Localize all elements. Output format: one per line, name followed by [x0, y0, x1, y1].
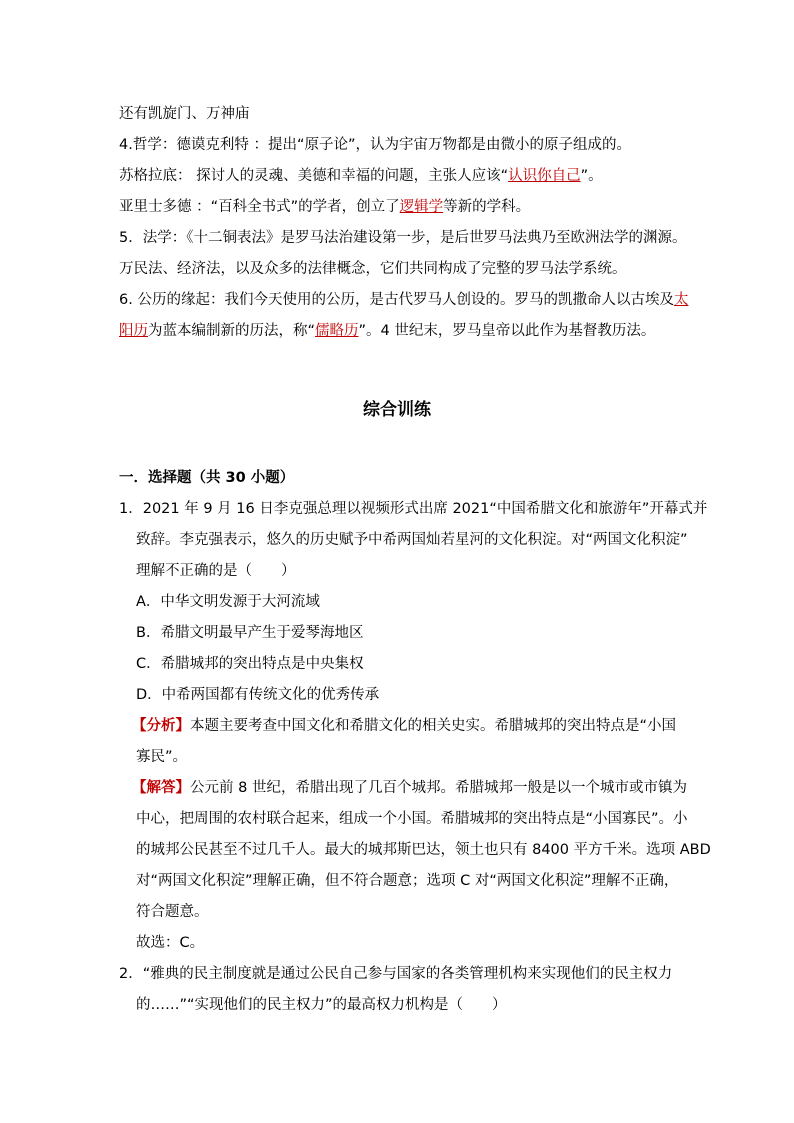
note-text: 苏格拉底： 探讨人的灵魂、美德和幸福的问题，主张人应该“ — [119, 168, 509, 184]
option-c: C．希腊城邦的突出特点是中央集权 — [136, 656, 364, 672]
note-line-philosophy: 4.哲学：德谟克利特 ：提出“原子论”，认为宇宙万物都是由微小的原子组成的。 — [119, 137, 631, 153]
note-line-law: 5．法学：《十二铜表法》是罗马法治建设第一步，是后世罗马法典乃至欧洲法学的渊源。 — [119, 230, 687, 246]
question-1-stem: 1．2021 年 9 月 16 日李克强总理以视频形式出席 2021“中国希腊文化和旅游年”开幕式并 — [119, 501, 708, 517]
highlight-term: 认识你自己 — [508, 168, 581, 184]
note-line-socrates — [119, 166, 603, 186]
answer-text: 公元前 8 世纪，希腊出现了几百个城邦。希腊城邦一般是以一个城市或市镇为 — [190, 780, 687, 796]
option-b: B．希腊文明最早产生于爱琴海地区 — [136, 625, 364, 641]
answer-text: 对“两国文化积淀”理解正确，但不符合题意；选项 C 对“两国文化积淀”理解不正确， — [136, 873, 679, 889]
answer-choice: 故选：C。 — [136, 935, 205, 951]
note-line: 还有凯旋门、万神庙 — [119, 106, 250, 122]
answer — [132, 778, 687, 798]
analysis-text: 寡民”。 — [136, 749, 188, 765]
note-text: 为蓝本编制新的历法，称“ — [148, 323, 316, 339]
note-line-aristotle — [119, 197, 530, 217]
note-text: 等新的学科。 — [443, 199, 531, 215]
note-line-calendar-2 — [119, 321, 655, 341]
note-text: ”。 — [580, 168, 603, 184]
question-2-stem: 2．“雅典的民主制度就是通过公民自己参与国家的各类管理机构来实现他们的民主权力 — [119, 966, 673, 982]
note-text: 6. 公历的缘起：我们今天使用的公历，是古代罗马人创设的。罗马的凯撒命人以古埃及 — [119, 292, 674, 308]
analysis-tag: 【分析】 — [132, 718, 190, 734]
analysis — [132, 716, 676, 736]
highlight-term: 儒略历 — [315, 323, 359, 339]
answer-text: 符合题意。 — [136, 904, 209, 920]
answer-text: 中心，把周围的农村联合起来，组成一个小国。希腊城邦的突出特点是“小国寡民”。小 — [136, 811, 688, 827]
note-text: 亚里士多德 ：“百科全书式”的学者，创立了 — [119, 199, 400, 215]
option-d: D．中希两国都有传统文化的优秀传承 — [136, 687, 380, 703]
section-title: 一．选择题（共 30 小题） — [119, 470, 295, 486]
analysis-text: 本题主要考查中国文化和希腊文化的相关史实。希腊城邦的突出特点是“小国 — [190, 718, 677, 734]
answer-tag: 【解答】 — [132, 780, 190, 796]
question-1-stem: 致辞。李克强表示，悠久的历史赋予中希两国灿若星河的文化积淀。对“两国文化积淀” — [136, 532, 688, 548]
highlight-term: 阳历 — [119, 323, 148, 339]
highlight-term: 太 — [673, 292, 689, 308]
section-heading: 综合训练 — [363, 400, 431, 420]
highlight-term: 逻辑学 — [399, 199, 444, 215]
note-line-calendar — [119, 290, 688, 310]
question-2-stem: 的……”“实现他们的民主权力”的最高权力机构是（ ） — [136, 997, 507, 1013]
answer-text: 的城邦公民甚至不过几千人。最大的城邦斯巴达，领土也只有 8400 平方千米。选项 ABD — [136, 842, 711, 858]
question-1-stem: 理解不正确的是（ ） — [136, 563, 296, 579]
note-text: ”。4 世纪末，罗马皇帝以此作为基督教历法。 — [358, 323, 656, 339]
option-a: A．中华文明发源于大河流域 — [136, 594, 320, 610]
note-line-law-2: 万民法、经济法，以及众多的法律概念，它们共同构成了完整的罗马法学系统。 — [119, 261, 627, 277]
